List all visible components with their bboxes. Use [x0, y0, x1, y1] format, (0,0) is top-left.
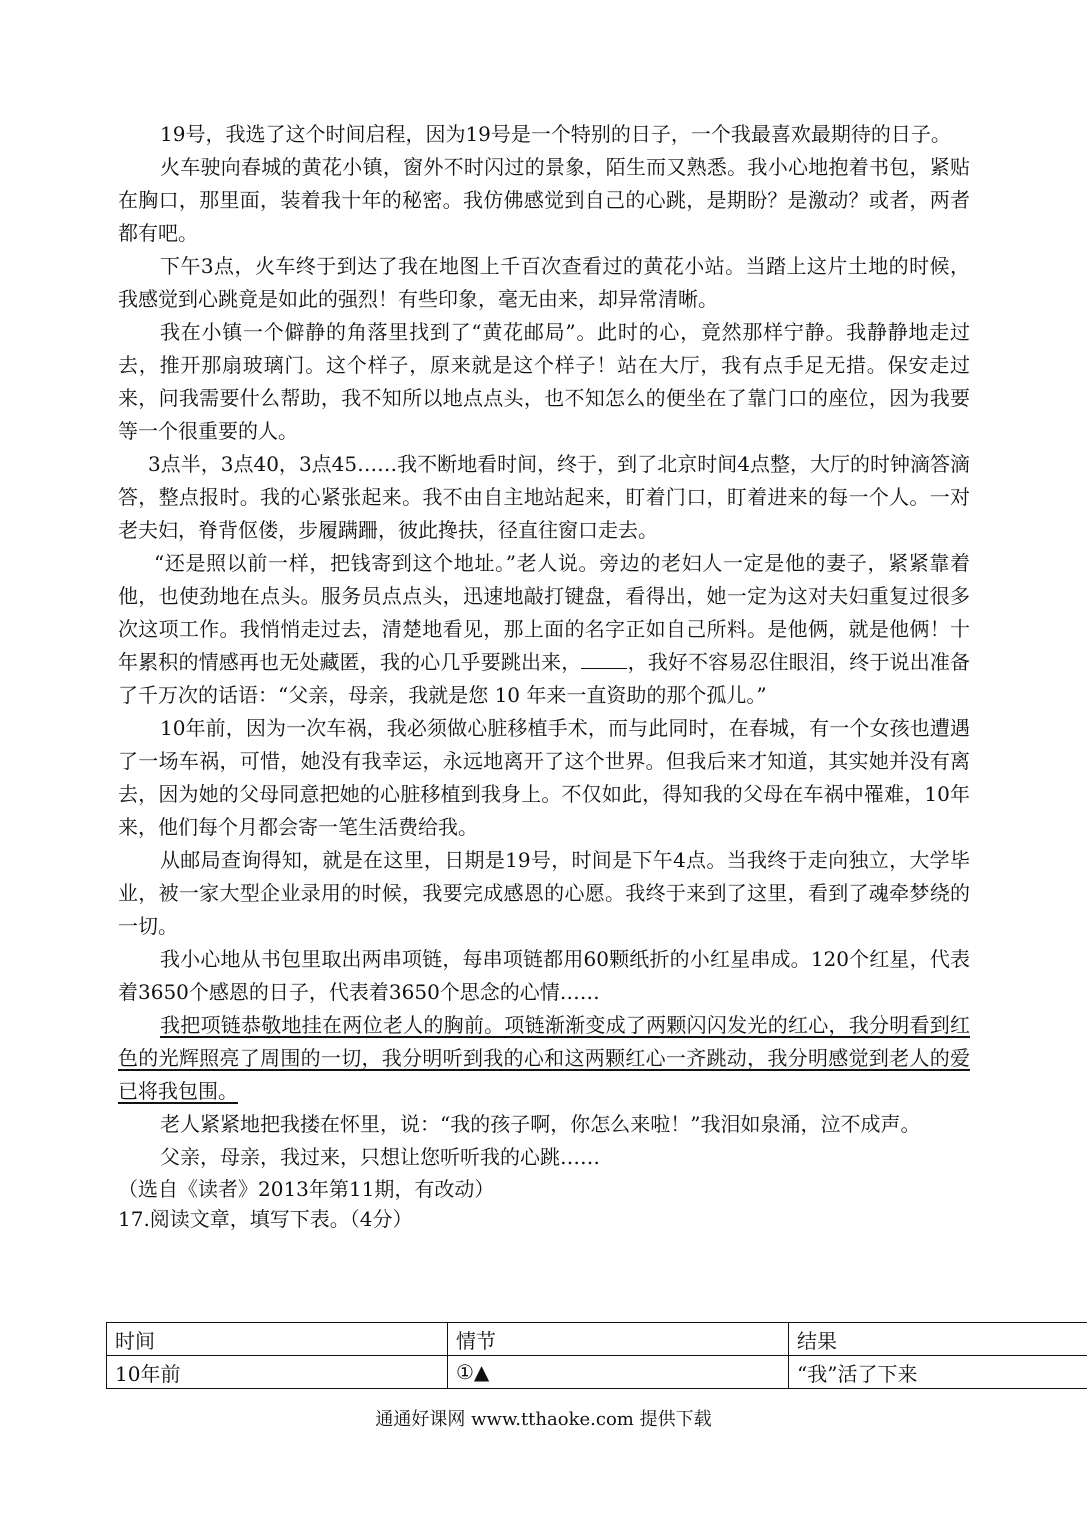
- paragraph-6-after-blank: ，我好不容易忍住眼泪，终于说出准备了千万次的话语：“父亲，母亲，我就是您 10 年来一直资助的那个孤儿。”: [118, 650, 971, 707]
- paragraph-3: 下午3点，火车终于到达了我在地图上千百次查看过的黄花小站。当踏上这片土地的时候，我感觉到心跳竟是如此的强烈！有些印象，毫无由来，却异常清晰。: [118, 254, 970, 311]
- paragraph-11: 老人紧紧地把我搂在怀里，说：“我的孩子啊，你怎么来啦！”我泪如泉涌，泣不成声。: [160, 1112, 921, 1136]
- underlined-sentence: 我把项链恭敬地挂在两位老人的胸前。项链渐渐变成了两颗闪闪发光的红心，我分明看到红色的光辉照亮了周围的一切，我分明听到我的心和这两颗红心一齐跳动，我分明感觉到老人的爱已将我包围。: [118, 1013, 970, 1103]
- paragraph-1: 19号，我选了这个时间启程，因为19号是一个特别的日子，一个我最喜欢最期待的日子。: [160, 122, 951, 146]
- paragraph-4: 我在小镇一个僻静的角落里找到了“黄花邮局”。此时的心，竟然那样宁静。我静静地走过去，推开那扇玻璃门。这个样子，原来就是这个样子！站在大厅，我有点手足无措。保安走过来，问我需要什么帮助，我不知所以地点点头，也不知怎么的便坐在了靠门口的座位，因为我要等一个很重要的人。: [118, 320, 970, 443]
- table-header-row: [107, 1323, 1087, 1356]
- paragraph-2: 火车驶向春城的黄花小镇，窗外不时闪过的景象，陌生而又熟悉。我小心地抱着书包，紧贴在胸口，那里面，装着我十年的秘密。我仿佛感觉到自己的心跳，是期盼？是激动？或者，两者都有吧。: [118, 155, 970, 245]
- table-header-cell: 结果: [789, 1323, 1087, 1356]
- table-cell-answer-blank[interactable]: ①▲: [448, 1356, 789, 1389]
- page-footer: 通通好课网 www.tthaoke.com 提供下载: [375, 1409, 712, 1430]
- paragraph-6: [118, 547, 970, 712]
- fill-in-blank: [581, 650, 627, 669]
- paragraph-12: 父亲，母亲，我过来，只想让您听听我的心跳……: [160, 1145, 600, 1169]
- paragraph-8: 从邮局查询得知，就是在这里，日期是19号，时间是下午4点。当我终于走向独立，大学毕业，被一家大型企业录用的时候，我要完成感恩的心愿。我终于来到了这里，看到了魂牵梦绕的一切。: [118, 848, 970, 938]
- question-17: 17.阅读文章，填写下表。（4分）: [118, 1207, 413, 1231]
- table-cell: “我”活了下来: [789, 1356, 1087, 1389]
- table-row: [107, 1356, 1087, 1389]
- table-cell: 10年前: [107, 1356, 448, 1389]
- table-header-cell: 情节: [448, 1323, 789, 1356]
- answer-table: [106, 1322, 1087, 1389]
- paragraph-10-underlined: [118, 1009, 970, 1108]
- paragraph-9: 我小心地从书包里取出两串项链，每串项链都用60颗纸折的小红星串成。120个红星，代表着3650个感恩的日子，代表着3650个思念的心情……: [118, 947, 970, 1004]
- paragraph-7: 10年前，因为一次车祸，我必须做心脏移植手术，而与此同时，在春城，有一个女孩也遭遇了一场车祸，可惜，她没有我幸运，永远地离开了这个世界。但我后来才知道，其实她并没有离去，因为她的父母同意把她的心脏移植到我身上。不仅如此，得知我的父母在车祸中罹难，10年来，他们每个月都会寄一笔生活费给我。: [118, 716, 970, 839]
- source-citation: （选自《读者》2013年第11期，有改动）: [118, 1177, 495, 1201]
- table-header-cell: 时间: [107, 1323, 448, 1356]
- paragraph-6-before-blank: “还是照以前一样，把钱寄到这个地址。”老人说。旁边的老妇人一定是他的妻子，紧紧靠着他，也使劲地在点头。服务员点点头，迅速地敲打键盘，看得出，她一定为这对夫妇重复过很多次这项工作。我悄悄走过去，清楚地看见，那上面的名字正如自己所料。是他俩，就是他俩！十年累积的情感再也无处藏匿，我的心几乎要跳出来，: [118, 551, 970, 674]
- article-body: [118, 118, 970, 1234]
- paragraph-5: 3点半，3点40，3点45……我不断地看时间，终于，到了北京时间4点整，大厅的时钟滴答滴答，整点报时。我的心紧张起来。我不由自主地站起来，盯着门口，盯着进来的每一个人。一对老夫妇，脊背伛偻，步履蹒跚，彼此搀扶，径直往窗口走去。: [118, 452, 970, 542]
